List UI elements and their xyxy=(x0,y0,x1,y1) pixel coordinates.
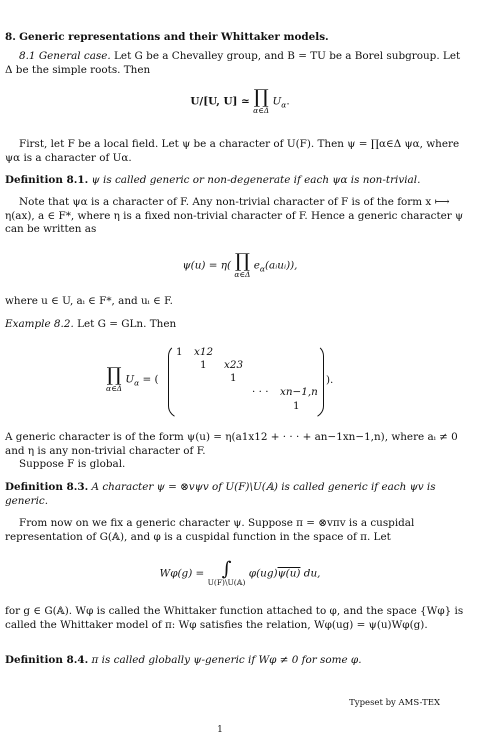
eq3-lhs-group xyxy=(106,366,159,393)
product-symbol: ∏ xyxy=(234,250,250,272)
definition-8-1-text: ψ is called generic or non-degenerate if each ψα is non-trivial. xyxy=(91,174,421,186)
section-number: 8. xyxy=(5,31,16,43)
subsection-text: Let G be a Chevalley group, and B = TU be a Borel subgroup. Let Δ be the simple roots. Then xyxy=(5,50,461,76)
matrix-entry: x12 xyxy=(194,346,214,358)
eq3-lhs: U xyxy=(125,373,135,386)
eq4-lhs: Wφ(g) = xyxy=(159,567,205,580)
product-limit: α∈Δ xyxy=(234,270,251,279)
definition-8-1 xyxy=(5,174,465,188)
paragraph-where: where u ∈ U, aᵢ ∈ F*, and uᵢ ∈ F. xyxy=(5,295,173,307)
eq1-rhs-sub: α xyxy=(281,100,287,110)
paragraph-fix-character: From now on we fix a generic character ψ. Suppose π = ⊗vπv is a cuspidal representation of G(𝔸), and φ is a cuspidal function in the space of π. Let xyxy=(5,517,415,543)
matrix-entry: 1 xyxy=(200,359,207,371)
matrix-entry: · · · xyxy=(252,386,269,398)
eq3-lhs-sub: α xyxy=(134,378,140,388)
right-paren xyxy=(312,344,324,418)
definition-8-3-text: A character ψ = ⊗vψv of U(F)\U(𝔸) is called generic if each ψv is generic. xyxy=(5,481,436,507)
paragraph-local-field: First, let F be a local field. Let ψ be a character of U(F). Then ψ = ∏α∈Δ ψα, where ψα is a character of Uα. xyxy=(5,138,460,164)
matrix-entry: xn−1,n xyxy=(280,386,318,398)
eq3-product xyxy=(106,366,122,393)
paragraph-whittaker-model: for g ∈ G(𝔸). Wφ is called the Whittaker function attached to φ, and the space {Wφ} is called the Whittaker model of π: Wφ satisfies the relation, Wφ(ug) = ψ(u)Wφ(g). xyxy=(5,605,464,631)
equation-whittaker xyxy=(0,560,480,587)
definition-8-3-label: Definition 8.3. xyxy=(5,481,89,493)
matrix-entry: 1 xyxy=(176,346,183,358)
product-limit: α∈Δ xyxy=(106,384,123,393)
eq4-end: du, xyxy=(303,567,321,580)
eq4-integrand: φ(ug) xyxy=(248,567,278,580)
definition-8-3 xyxy=(5,481,465,508)
equation-psi xyxy=(0,252,480,279)
page-number: 1 xyxy=(217,725,223,735)
section-title: Generic representations and their Whittaker models. xyxy=(19,31,329,43)
equation-quotient xyxy=(0,88,480,115)
paragraph-generic-form: A generic character is of the form ψ(u) = η(a1x12 + · · · + an−1xn−1,n), where aᵢ ≠ 0 and η is any non-trivial character of F. xyxy=(5,431,458,457)
eq2-product xyxy=(234,252,250,279)
example-8-2-label: Example 8.2. xyxy=(5,318,74,330)
eq2-rhs-post: (aᵢuᵢ)), xyxy=(264,259,298,272)
integral-symbol: ∫ xyxy=(221,558,232,580)
example-8-2 xyxy=(5,318,465,332)
paragraph-global: Suppose F is global. xyxy=(19,458,126,470)
product-limit: α∈Δ xyxy=(253,106,270,115)
section-heading xyxy=(5,31,465,45)
eq1-lhs: U/[U, U] ≃ xyxy=(190,95,250,108)
product-symbol: ∏ xyxy=(253,86,269,108)
eq4-conjugate: ψ(u) xyxy=(277,567,301,580)
matrix-entry: 1 xyxy=(230,372,237,384)
paragraph-generic-character: Note that ψα is a character of F. Any non-trivial character of F is of the form x ⟼ η(ax), a ∈ F*, where η is a fixed non-trivial character of F. Hence a generic character ψ can be written as xyxy=(5,196,464,236)
definition-8-4 xyxy=(5,654,465,668)
eq3-equals: = ( xyxy=(142,373,159,386)
eq3-end: ). xyxy=(326,374,334,386)
subsection-paragraph xyxy=(5,50,465,77)
eq2-rhs-sub: α xyxy=(259,264,265,274)
definition-8-4-text: π is called globally ψ-generic if Wφ ≠ 0 for some φ. xyxy=(91,654,362,666)
eq2-rhs-pre: e xyxy=(253,259,260,272)
definition-8-1-label: Definition 8.1. xyxy=(5,174,89,186)
eq1-product xyxy=(253,88,269,115)
matrix-entry: x23 xyxy=(224,359,244,371)
typeset-footer: Typeset by AMS-TEX xyxy=(349,698,440,708)
eq2-lhs: ψ(u) = η( xyxy=(182,259,232,272)
eq1-rhs: U xyxy=(272,95,282,108)
eq4-integral xyxy=(208,560,246,587)
subsection-label: 8.1 General case. xyxy=(19,50,111,62)
definition-8-4-label: Definition 8.4. xyxy=(5,654,89,666)
product-symbol: ∏ xyxy=(106,364,122,386)
integral-limit: U(F)\U(𝔸) xyxy=(207,578,246,587)
example-8-2-text: Let G = GLn. Then xyxy=(77,318,177,330)
eq1-end: . xyxy=(286,95,290,108)
upper-triangular-matrix xyxy=(168,344,324,416)
matrix-entry: 1 xyxy=(293,400,300,412)
